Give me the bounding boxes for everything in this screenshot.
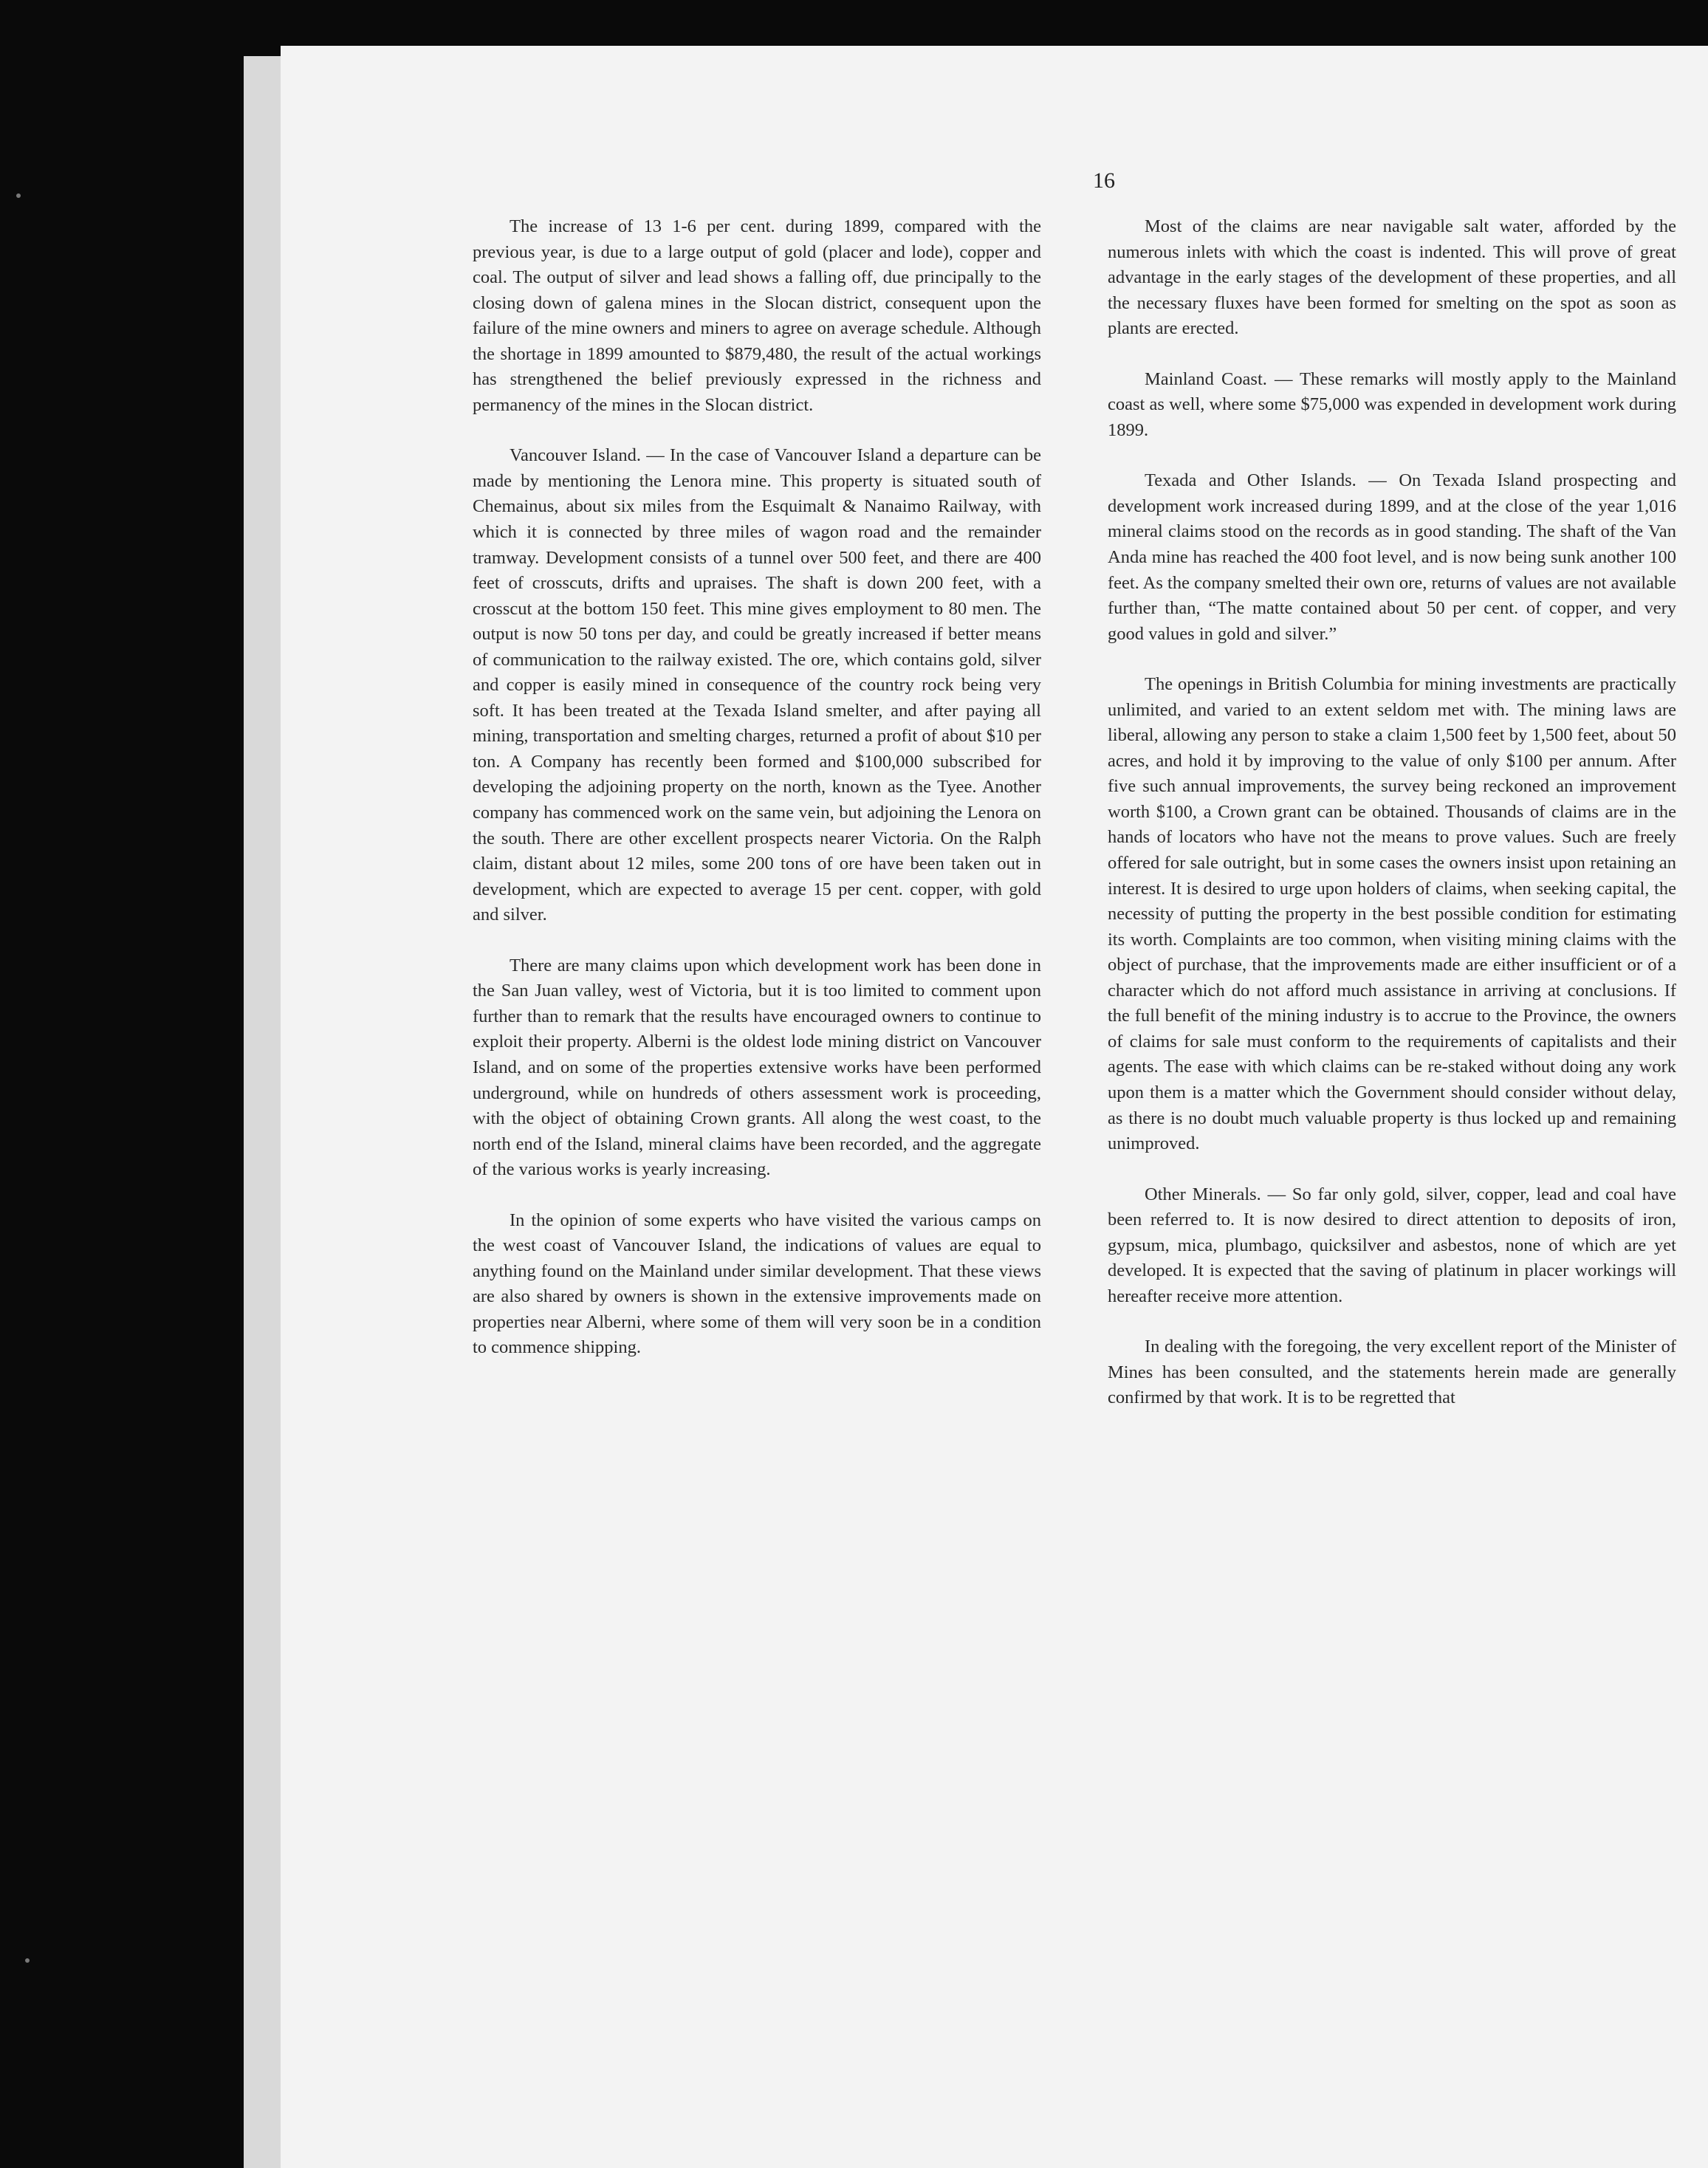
paragraph: Most of the claims are near navigable salt water, afforded by the numerous inlets with which the coast is indented. This will prove of great advantage in the early stages of the development of these properties, and all the necessary fluxes have been formed for smelting on the spot as soon as plants are erected.: [1108, 216, 1676, 339]
paragraph: In the opinion of some experts who have visited the various camps on the west coast of Vancouver Island, the indications of values are equal to anything found on the Mainland under similar development. That these views are also shared by owners is shown in the extensive improvements made on properties near Alberni, where some of them will very soon be in a condition to commence shipping.: [473, 1210, 1041, 1358]
left-column: [473, 214, 1041, 1386]
scan-speck: [16, 193, 21, 198]
paragraph: Other Minerals. — So far only gold, silver, copper, lead and coal have been referred to. It is now desired to direct attention to deposits of iron, gypsum, mica, plumbago, quicksilver and asbestos, none of which are yet developed. It is expected that the saving of platinum in placer workings will hereafter receive more attention.: [1108, 1184, 1676, 1306]
paragraph: The increase of 13 1-6 per cent. during 1899, compared with the previous year, is due to a large output of gold (placer and lode), copper and coal. The output of silver and lead shows a falling off, due principally to the closing down of galena mines in the Slocan district, consequent upon the failure of the mine owners and miners to agree on average schedule. Although the shortage in 1899 amounted to $879,480, the result of the actual workings has strengthened the belief previously expressed in the richness and permanency of the mines in the Slocan district.: [473, 216, 1041, 415]
page-number: 16: [1093, 168, 1115, 193]
right-column: [1108, 214, 1676, 1436]
scan-speck: [25, 1958, 30, 1963]
paragraph: In dealing with the foregoing, the very excellent report of the Minister of Mines has been consulted, and the statements herein made are generally confirmed by that work. It is to be regretted that: [1108, 1337, 1676, 1408]
paragraph: There are many claims upon which development work has been done in the San Juan valley, west of Victoria, but it is too limited to comment upon further than to remark that the results have encouraged owners to continue to exploit their property. Alberni is the oldest lode mining district on Vancouver Island, and on some of the properties extensive works have been performed underground, while on hundreds of others assessment work is proceeding, with the object of obtaining Crown grants. All along the west coast, to the north end of the Island, mineral claims have been recorded, and the aggregate of the various works is yearly increasing.: [473, 955, 1041, 1180]
paragraph: Vancouver Island. — In the case of Vancouver Island a departure can be made by mentioning the Lenora mine. This property is situated south of Chemainus, about six miles from the Esquimalt & Nanaimo Railway, with which it is connected by three miles of wagon road and the remainder tramway. Development consists of a tunnel over 500 feet, and there are 400 feet of crosscuts, drifts and upraises. The shaft is down 200 feet, with a crosscut at the bottom 150 feet. This mine gives employment to 80 men. The output is now 50 tons per day, and could be greatly increased if better means of communication to the railway existed. The ore, which contains gold, silver and copper is easily mined in consequence of the country rock being very soft. It has been treated at the Texada Island smelter, and after paying all mining, transportation and smelting charges, returned a profit of about $10 per ton. A Company has recently been formed and $100,000 subscribed for developing the adjoining property on the north, known as the Tyee. Another company has commenced work on the same vein, but adjoining the Lenora on the south. There are other excellent prospects nearer Victoria. On the Ralph claim, distant about 12 miles, some 200 tons of ore have been taken out in development, which are expected to average 15 per cent. copper, with gold and silver.: [473, 445, 1041, 925]
paragraph: Texada and Other Islands. — On Texada Island prospecting and development work increased during 1899, and at the close of the year 1,016 mineral claims stood on the records as in good standing. The shaft of the Van Anda mine has reached the 400 foot level, and is now being sunk another 100 feet. As the company smelted their own ore, returns of values are not available further than, “The matte contained about 50 per cent. of copper, and very good values in gold and silver.”: [1108, 470, 1676, 644]
paragraph: The openings in British Columbia for mining investments are practically unlimited, and varied to an extent seldom met with. The mining laws are liberal, allowing any person to stake a claim 1,500 feet by 1,500 feet, about 50 acres, and hold it by improving to the value of only $100 per annum. After five such annual improvements, the survey being reckoned an improvement worth $100, a Crown grant can be obtained. Thousands of claims are in the hands of locators who have not the means to prove values. Such are freely offered for sale outright, but in some cases the owners insist upon retaining an interest. It is desired to urge upon holders of claims, when seeking capital, the necessity of putting the property in the best possible condition for estimating its worth. Complaints are too common, when visiting mining claims with the object of purchase, that the improvements made are either insufficient or of a character which do not afford much assistance in arriving at conclusions. If the full benefit of the mining industry is to accrue to the Province, the owners of claims for sale must conform to the requirements of capitalists and their agents. The ease with which claims can be re-staked without doing any work upon them is a matter which the Government should consider without delay, as there is no doubt much valuable property is thus locked up and remaining unimproved.: [1108, 674, 1676, 1154]
paragraph: Mainland Coast. — These remarks will mostly apply to the Mainland coast as well, where some $75,000 was expended in development work during 1899.: [1108, 368, 1676, 440]
